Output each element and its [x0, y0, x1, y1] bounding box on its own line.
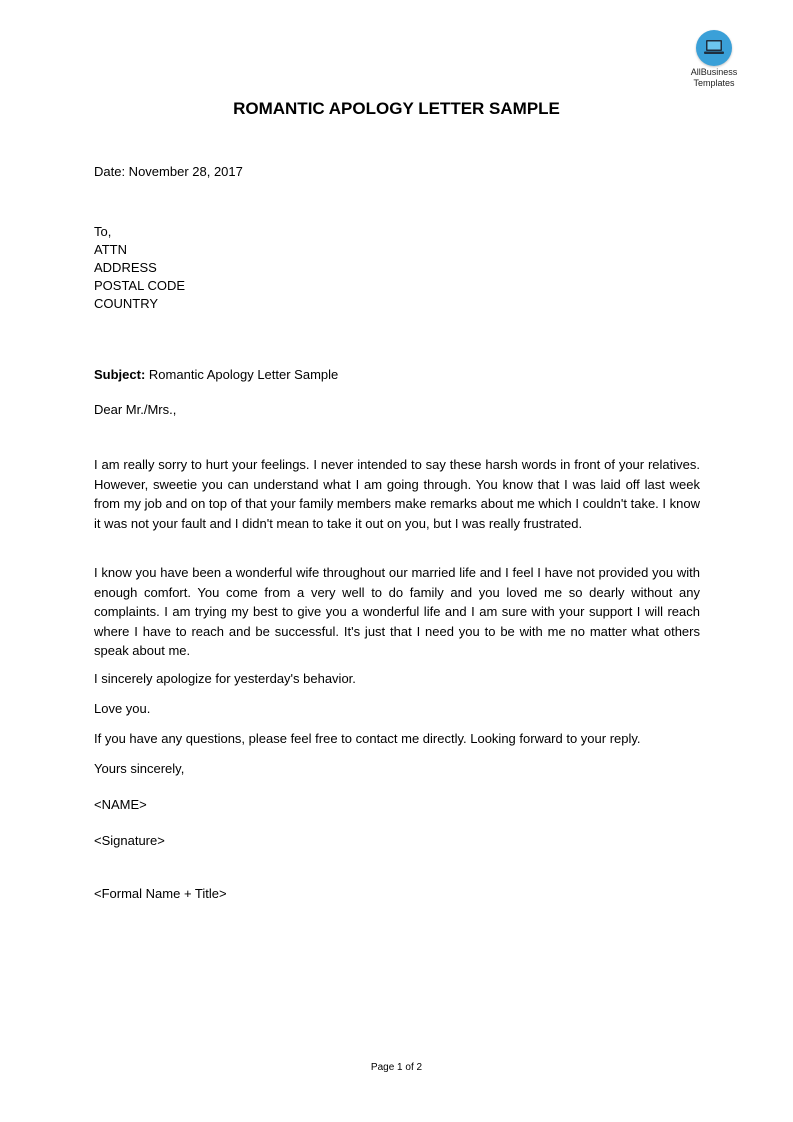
subject-label: Subject: [94, 367, 146, 382]
subject-text: Romantic Apology Letter Sample [148, 367, 339, 382]
closing-signature: <Signature> [94, 833, 165, 848]
address-postal-code: POSTAL CODE [94, 278, 186, 293]
logo-text-line2: Templates [693, 78, 735, 88]
body-paragraph-4: Love you. [94, 701, 151, 716]
closing-name: <NAME> [94, 797, 147, 812]
document-title: ROMANTIC APOLOGY LETTER SAMPLE [233, 99, 560, 118]
address-to: To, [94, 224, 112, 239]
subject-line [94, 366, 338, 384]
company-logo [682, 30, 746, 88]
body-paragraph-5: If you have any questions, please feel free to contact me directly. Looking forward to your reply. [94, 731, 641, 746]
letter-date: Date: November 28, 2017 [94, 164, 243, 179]
salutation: Dear Mr./Mrs., [94, 402, 177, 417]
logo-text-line1: AllBusiness [690, 67, 738, 77]
page-number: Page 1 of 2 [370, 1062, 423, 1073]
address-attn: ATTN [94, 242, 127, 257]
address-country: COUNTRY [94, 296, 159, 311]
closing-sincerely: Yours sincerely, [94, 761, 185, 776]
body-paragraph-1: I am really sorry to hurt your feelings. I never intended to say these harsh words in front of your relatives. However, sweetie you can understand what I am going through. You know that I was laid off last week from my job and on top of that your family members make remarks about me which I couldn't take. I know it was not your fault and I didn't mean to take it out on you, but I was really frustrated. [94, 457, 700, 531]
address-line: ADDRESS [94, 260, 157, 275]
body-paragraph-3: I sincerely apologize for yesterday's behavior. [94, 671, 356, 686]
closing-formal-name: <Formal Name + Title> [94, 886, 227, 901]
body-paragraph-2: I know you have been a wonderful wife throughout our married life and I feel I have not provided you with enough comfort. You come from a very well to do family and you loved me so dearly without any complaints. I am trying my best to give you a wonderful life and I am sure with your support I will reach where I have to reach and be successful. It's just that I need you to be with me no matter what others speak about me. [94, 565, 700, 658]
laptop-icon [696, 30, 732, 66]
